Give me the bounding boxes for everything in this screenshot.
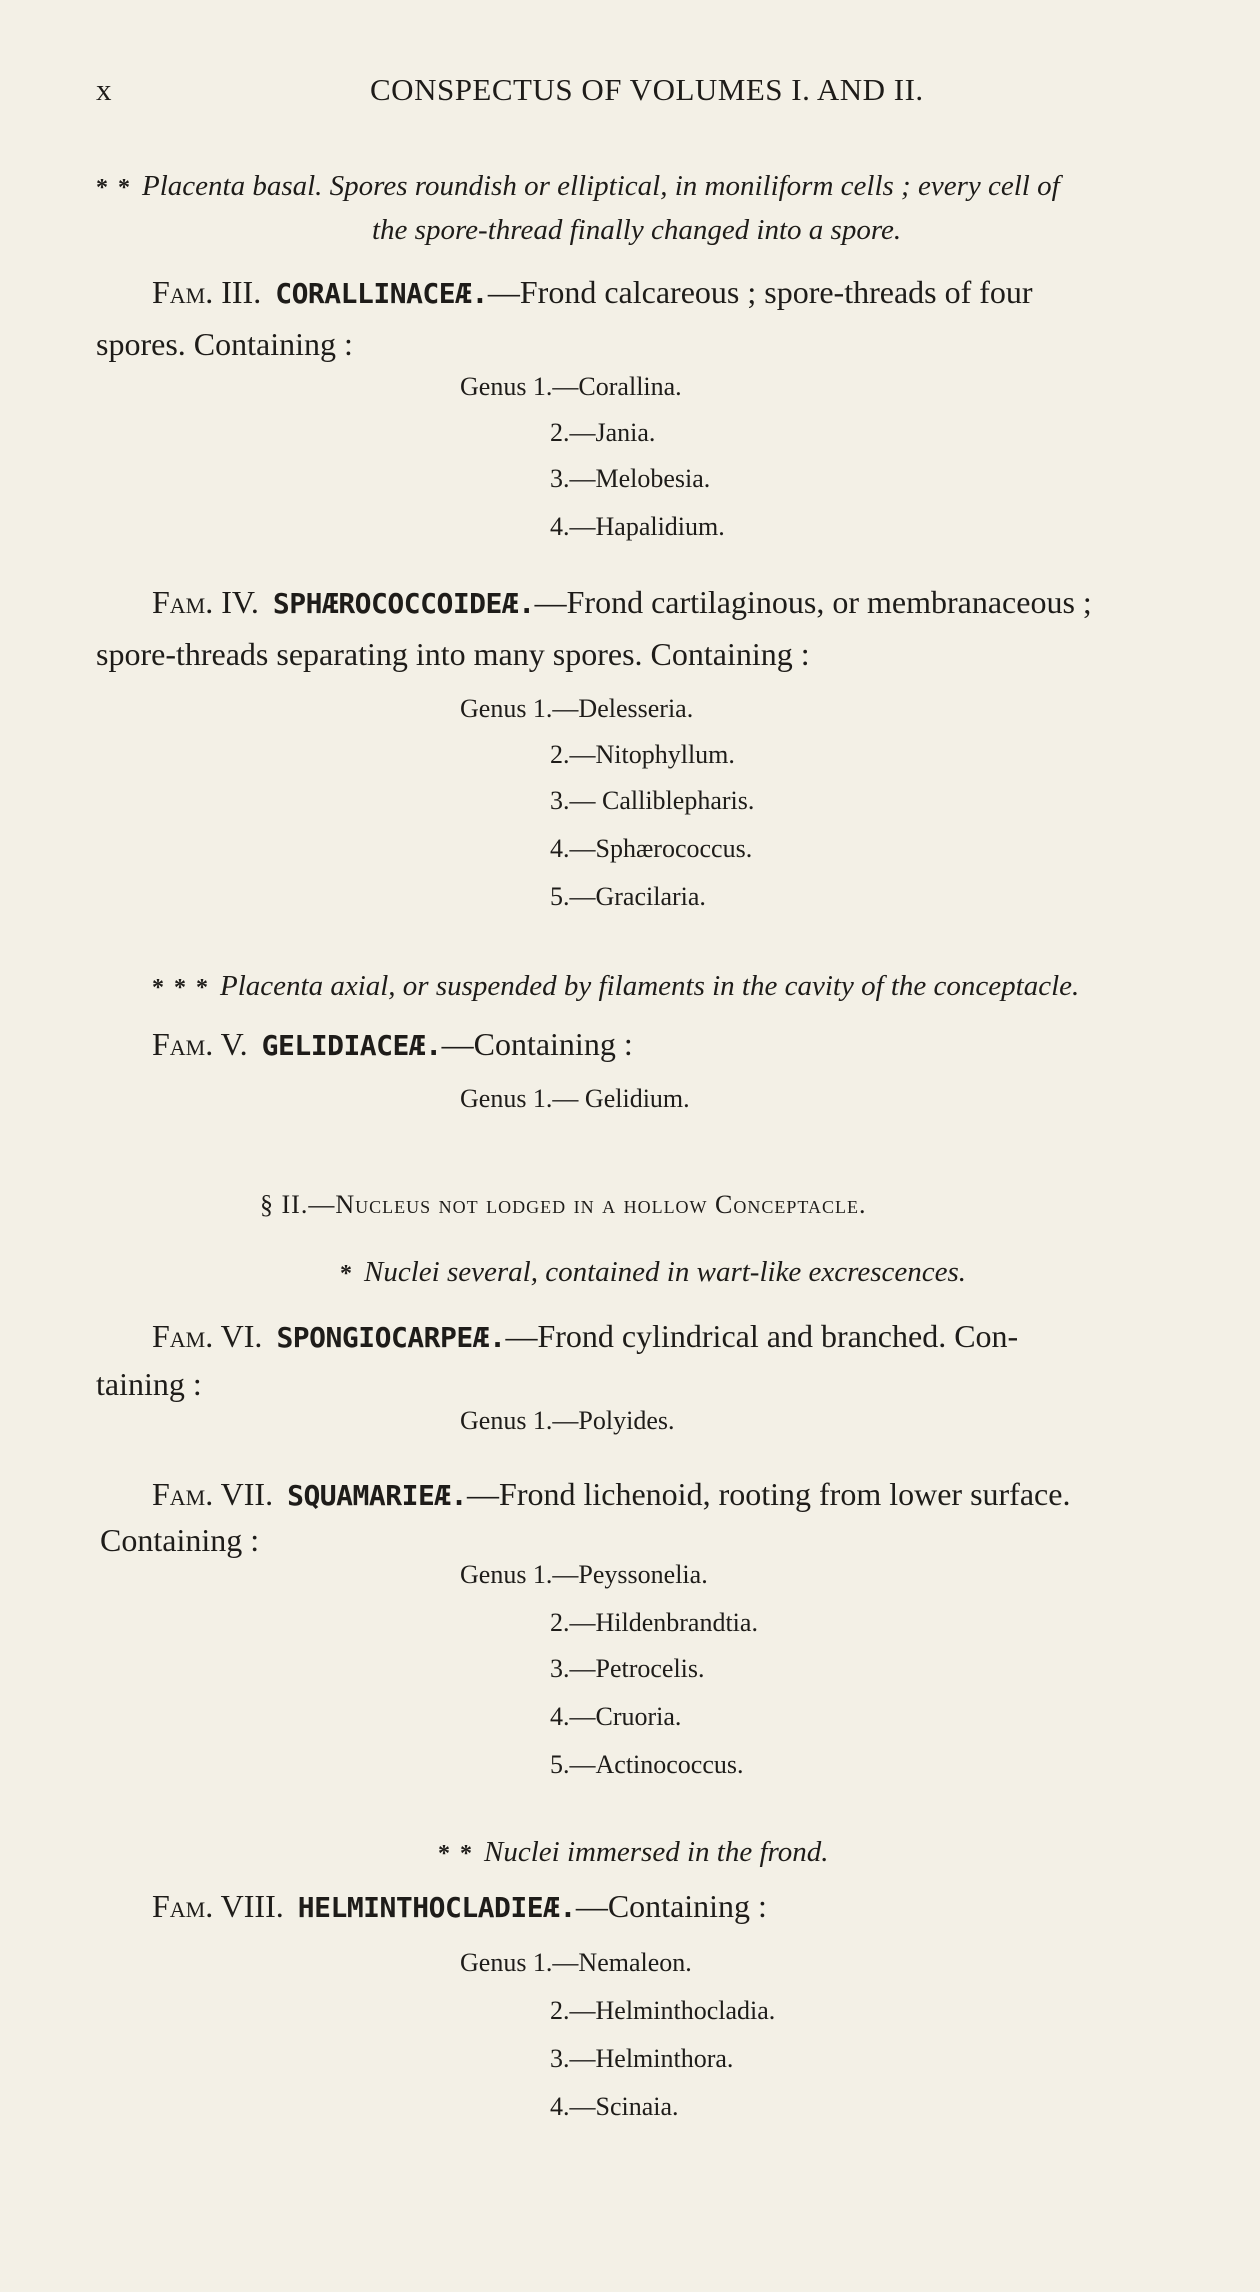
family-description: —Containing : [441, 1026, 633, 1062]
asterisks: * * * [152, 975, 210, 1001]
genus-item: 4.—Sphærococcus. [550, 834, 753, 863]
genus-item: 5.—Gracilaria. [550, 882, 706, 911]
asterisks: * * [96, 175, 132, 201]
family-label: Fam. IV. [152, 584, 259, 620]
subdivision-text: Placenta basal. Spores roundish or elliptical, in moniliform cells ; every cell of [142, 170, 1060, 202]
family-description: —Frond lichenoid, rooting from lower surface. [467, 1476, 1071, 1512]
genus-item: 3.—Petrocelis. [550, 1654, 705, 1683]
genus-item: Genus 1.—Nemaleon. [460, 1948, 692, 1977]
section-heading: § II.—Nucleus not lodged in a hollow Conceptacle. [260, 1190, 867, 1219]
page-number: x [96, 72, 112, 107]
family-name: SPHÆROCOCCOIDEÆ. [272, 587, 535, 620]
family-description: —Frond cylindrical and branched. Con- [505, 1318, 1019, 1354]
family-name: GELIDIACEÆ. [261, 1029, 442, 1062]
genus-item: 3.—Helminthora. [550, 2044, 734, 2073]
subdivision-basal-line1 [96, 170, 1060, 203]
genus-item: 4.—Scinaia. [550, 2092, 679, 2121]
running-title: CONSPECTUS OF VOLUMES I. AND II. [370, 72, 924, 107]
family-name: HELMINTHOCLADIEÆ. [297, 1891, 576, 1924]
family-label: Fam. VII. [152, 1476, 274, 1512]
family-iv-line1 [152, 584, 1092, 621]
genus-item: Genus 1.—Corallina. [460, 372, 682, 401]
family-label: Fam. VI. [152, 1318, 263, 1354]
family-vii-line1 [152, 1476, 1070, 1513]
subdivision-text: Nuclei immersed in the frond. [484, 1836, 829, 1868]
asterisks: * * [438, 1841, 474, 1867]
subdivision-text: Placenta axial, or suspended by filaments in the cavity of the conceptacle. [220, 970, 1080, 1002]
subdivision-basal-line2: the spore-thread finally changed into a spore. [372, 214, 902, 246]
subdivision-nuclei-immersed [438, 1836, 828, 1869]
family-iii-line1 [152, 274, 1033, 311]
family-vi-line2: taining : [96, 1366, 202, 1402]
family-name: SQUAMARIEÆ. [287, 1479, 468, 1512]
subdivision-nuclei-several [340, 1256, 966, 1289]
genus-item: Genus 1.—Polyides. [460, 1406, 675, 1435]
family-description: —Frond calcareous ; spore-threads of four [487, 274, 1033, 310]
genus-item: Genus 1.—Peyssonelia. [460, 1560, 708, 1589]
family-label: Fam. VIII. [152, 1888, 284, 1924]
family-label: Fam. V. [152, 1026, 248, 1062]
subdivision-axial [152, 970, 1079, 1003]
family-vii-line2: Containing : [100, 1522, 260, 1558]
family-vi-line1 [152, 1318, 1018, 1355]
family-label: Fam. III. [152, 274, 262, 310]
family-v-line1 [152, 1026, 633, 1063]
genus-item: 2.—Jania. [550, 418, 656, 447]
genus-item: 4.—Hapalidium. [550, 512, 725, 541]
family-name: CORALLINACEÆ. [275, 277, 488, 310]
asterisks: * [340, 1261, 354, 1287]
family-name: SPONGIOCARPEÆ. [276, 1321, 506, 1354]
family-viii-line1 [152, 1888, 767, 1925]
family-iii-line2: spores. Containing : [96, 326, 353, 362]
family-iv-line2: spore-threads separating into many spores. Containing : [96, 636, 810, 672]
family-description: —Frond cartilaginous, or membranaceous ; [534, 584, 1092, 620]
genus-item: Genus 1.—Delesseria. [460, 694, 694, 723]
genus-item: 2.—Hildenbrandtia. [550, 1608, 758, 1637]
subdivision-text: Nuclei several, contained in wart-like excrescences. [364, 1256, 967, 1288]
family-description: —Containing : [575, 1888, 767, 1924]
genus-item: 3.— Calliblepharis. [550, 786, 755, 815]
genus-item: 4.—Cruoria. [550, 1702, 682, 1731]
genus-item: 3.—Melobesia. [550, 464, 711, 493]
genus-item: Genus 1.— Gelidium. [460, 1084, 690, 1113]
genus-item: 2.—Nitophyllum. [550, 740, 735, 769]
genus-item: 2.—Helminthocladia. [550, 1996, 776, 2025]
genus-item: 5.—Actinococcus. [550, 1750, 744, 1779]
